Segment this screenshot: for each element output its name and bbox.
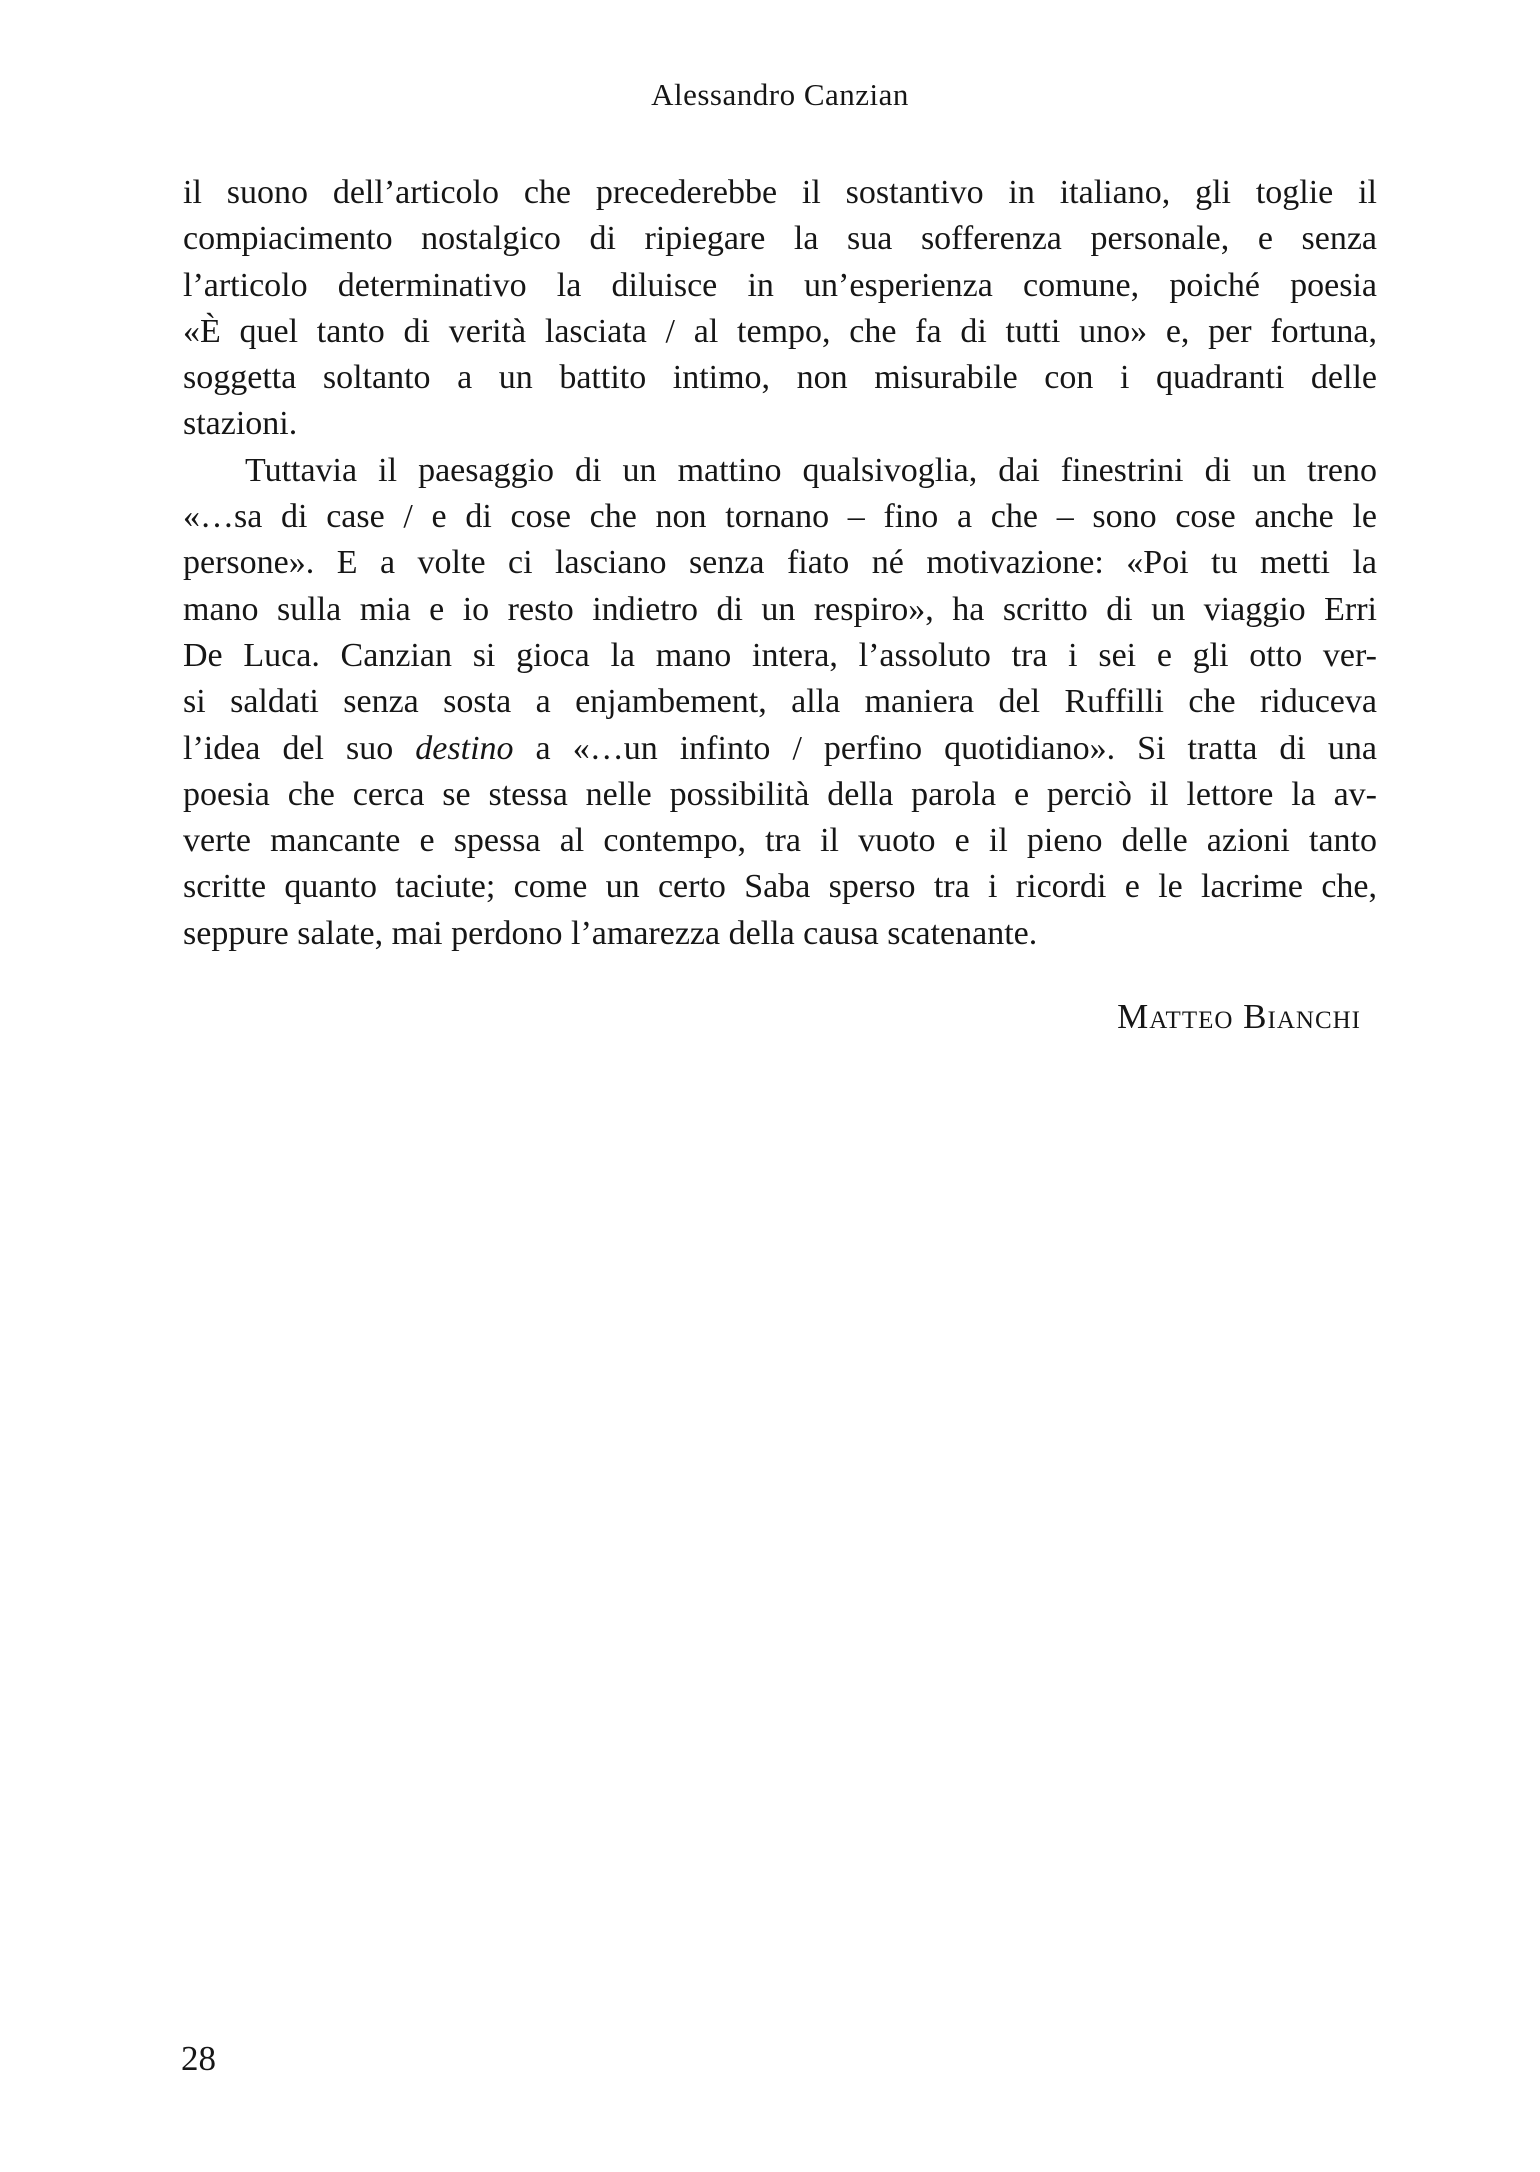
text-line: compiacimento nostalgico di ripiegare la sua sofferenza personale, e senza [183, 220, 1377, 258]
text-line: scritte quanto taciute; come un certo Saba sperso tra i ricordi e le lacrime che, [183, 868, 1377, 906]
text-line: persone». E a volte ci lasciano senza fiato né motivazione: «Poi tu metti la [183, 544, 1377, 582]
text-segment: l’idea del suo [183, 729, 416, 767]
text-line: Tuttavia il paesaggio di un mattino qualsivoglia, dai finestrini di un treno [245, 451, 1377, 489]
text-line: il suono dell’articolo che precederebbe il sostantivo in italiano, gli toglie il [183, 174, 1377, 211]
running-header: Alessandro Canzian [651, 77, 909, 112]
text-line: De Luca. Canzian si gioca la mano intera, l’assoluto tra i sei e gli otto ver- [183, 636, 1377, 674]
text-line: poesia che cerca se stessa nelle possibilità della parola e perciò il lettore la av- [183, 775, 1377, 813]
text-line: stazioni. [183, 405, 298, 443]
text-line: soggetta soltanto a un battito intimo, non misurabile con i quadranti delle [183, 359, 1377, 397]
text-line: «…sa di case / e di cose che non tornano – fino a che – sono cose anche le [183, 498, 1377, 536]
text-line: seppure salate, mai perdono l’amarezza della causa scatenante. [183, 914, 1038, 952]
author-signature: Matteo Bianchi [1117, 997, 1361, 1036]
paragraph-2 [183, 448, 1377, 957]
text-line: «È quel tanto di verità lasciata / al tempo, che fa di tutti uno» e, per fortuna, [183, 312, 1377, 350]
page-number: 28 [181, 2039, 216, 2078]
text-line: verte mancante e spessa al contempo, tra il vuoto e il pieno delle azioni tanto [183, 822, 1377, 860]
text-column [183, 170, 1377, 957]
text-line: l’articolo determinativo la diluisce in un’esperienza comune, poiché poesia [183, 266, 1377, 304]
text-segment: a «…un infinto / perfino quotidiano». Si tratta di una [513, 729, 1377, 767]
text-line: si saldati senza sosta a enjambement, alla maniera del Ruffilli che riduceva [183, 683, 1377, 721]
paragraph-1 [183, 170, 1377, 448]
italic-word: destino [415, 729, 514, 767]
text-line: mano sulla mia e io resto indietro di un respiro», ha scritto di un viaggio Erri [183, 590, 1377, 628]
text-line-with-italic [183, 726, 1377, 772]
